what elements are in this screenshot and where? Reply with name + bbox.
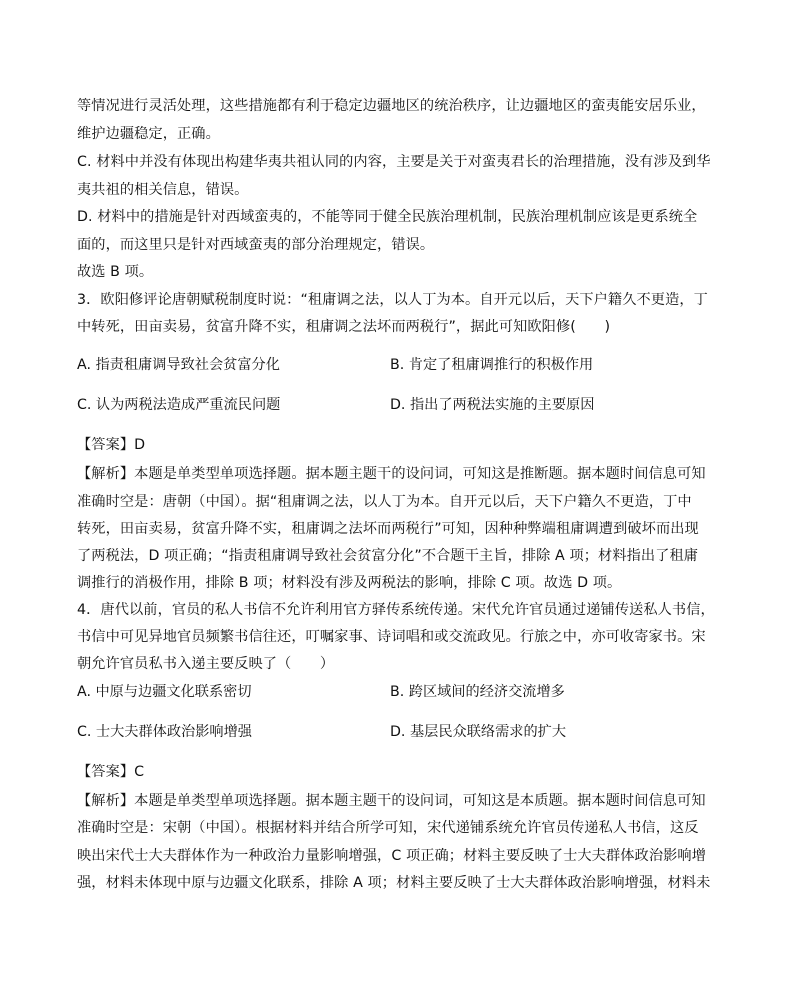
text-line: 等情况进行灵活处理，这些措施都有利于稳定边疆地区的统治秩序，让边疆地区的蛮夷能安居乐业，	[77, 98, 706, 114]
text-line: C. 材料中并没有体现出构建华夷共祖认同的内容，主要是关于对蛮夷君长的治理措施，没有涉及到华	[77, 154, 711, 170]
q3-option-b: B. 肯定了租庸调推行的积极作用	[390, 357, 594, 373]
q4-analysis: 【解析】本题是单类型单项选择题。据本题主题干的设问词，可知这是本质题。据本题时间信息可知	[77, 793, 706, 809]
q3-analysis: 调推行的消极作用，排除 B 项；材料没有涉及两税法的影响，排除 C 项。故选 D 项。	[77, 575, 622, 591]
q3-analysis: 了两税法，D 项正确；“指责租庸调导致社会贫富分化”不合题干主旨，排除 A 项；材料指出了租庸	[77, 548, 699, 564]
q3-option-d: D. 指出了两税法实施的主要原因	[390, 397, 595, 413]
q4-analysis: 准确时空是：宋朝（中国）。根据材料并结合所学可知，宋代递铺系统允许官员传递私人书信，这反	[77, 820, 699, 836]
question-4-stem: 4．唐代以前，官员的私人书信不允许利用官方驿传系统传递。宋代允许官员通过递铺传送私人书信，	[77, 602, 715, 618]
q3-analysis: 转死，田亩卖易，贫富升降不实，租庸调之法坏而两税行”可知，因种种弊端租庸调遭到破坏而出现	[77, 521, 699, 537]
q4-option-d: D. 基层民众联络需求的扩大	[390, 724, 567, 740]
q3-analysis: 准确时空是：唐朝（中国）。据“租庸调之法，以人丁为本。自开元以后，天下户籍久不更造，丁中	[77, 494, 692, 510]
text-line: 维护边疆稳定，正确。	[77, 126, 220, 142]
question-3-stem: 中转死，田亩卖易，贫富升降不实，租庸调之法坏而两税行”，据此可知欧阳修( )	[77, 319, 611, 335]
text-line: 故选 B 项。	[77, 264, 154, 280]
q4-option-a: A. 中原与边疆文化联系密切	[77, 684, 252, 700]
q4-option-b: B. 跨区域间的经济交流增多	[390, 684, 565, 700]
q4-option-c: C. 士大夫群体政治影响增强	[77, 724, 252, 740]
q3-answer: 【答案】D	[77, 437, 146, 453]
q4-analysis: 映出宋代士大夫群体作为一种政治力量影响增强，C 项正确；材料主要反映了士大夫群体政治影响增	[77, 848, 706, 864]
q3-analysis: 【解析】本题是单类型单项选择题。据本题主题干的设问词，可知这是推断题。据本题时间信息可知	[77, 466, 706, 482]
question-3-stem: 3．欧阳修评论唐朝赋税制度时说：“租庸调之法，以人丁为本。自开元以后，天下户籍久不更造，丁	[77, 292, 708, 308]
q3-option-c: C. 认为两税法造成严重流民问题	[77, 397, 281, 413]
text-line: D. 材料中的措施是针对西域蛮夷的，不能等同于健全民族治理机制，民族治理机制应该是更系统全	[77, 209, 698, 225]
text-line: 面的，而这里只是针对西域蛮夷的部分治理规定，错误。	[77, 237, 435, 253]
q3-option-a: A. 指责租庸调导致社会贫富分化	[77, 357, 280, 373]
question-4-stem: 书信中可见异地官员频繁书信往还，叮嘱家事、诗词唱和或交流政见。行旅之中，亦可收寄家书。宋	[77, 629, 706, 645]
text-line: 夷共祖的相关信息，错误。	[77, 182, 249, 198]
q4-analysis: 强，材料未体现中原与边疆文化联系，排除 A 项；材料主要反映了士大夫群体政治影响增强，材料未	[77, 875, 711, 891]
question-4-stem: 朝允许官员私书入递主要反映了（ ）	[77, 656, 335, 672]
q4-answer: 【答案】C	[77, 764, 145, 780]
